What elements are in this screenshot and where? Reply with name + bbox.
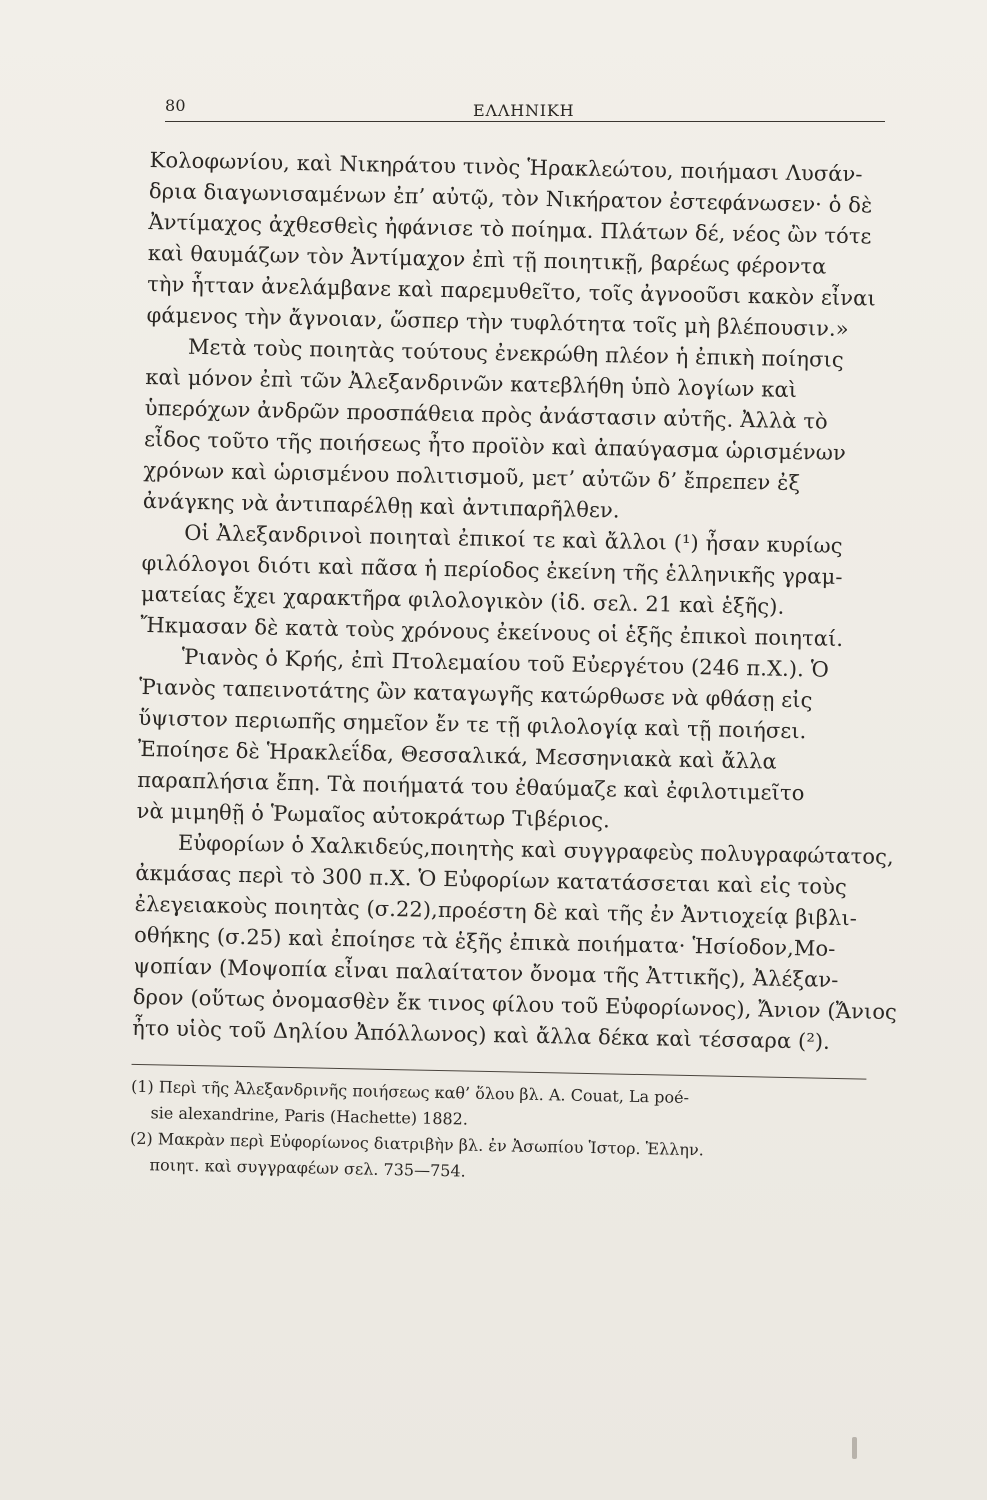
body-line: καὶ μόνον ἐπὶ τῶν Ἀλεξανδρινῶν κατεβλήθη ὑπὸ λογίων καὶ [145, 364, 798, 403]
body-line: Οἱ Ἀλεξανδρινοὶ ποιηταὶ ἐπικοί τε καὶ ἄλλοι (¹) ἦσαν κυρίως [183, 520, 843, 558]
body-line: Ἀντίμαχος ἀχθεσθεὶς ἠφάνισε τὸ ποίημα. Πλάτων δέ, νέος ὢν τότε [148, 209, 872, 249]
body-line: Μετὰ τοὺς ποιητὰς τούτους ἐνεκρώθη πλέον ἡ ἐπικὴ ποίησις [187, 334, 845, 372]
footnotes [129, 1064, 866, 1193]
body-line: ματείας ἔχει χαρακτῆρα φιλολογικὸν (ἰδ. σελ. 21 καὶ ἑξῆς). [140, 581, 785, 619]
body-line: νὰ μιμηθῇ ὁ Ῥωμαῖος αὐτοκράτωρ Τιβέριος. [136, 798, 611, 833]
body-line: ἐλεγειακοὺς ποιητὰς (σ.22),προέστη δὲ καὶ τῆς ἐν Ἀντιοχείᾳ βιβλι- [134, 891, 858, 931]
body-line: Ἤκμασαν δὲ κατὰ τοὺς χρόνους ἐκείνους οἱ ἑξῆς ἐπικοὶ ποιηταί. [140, 612, 844, 652]
body-line: Εὐφορίων ὁ Χαλκιδεύς,ποιητὴς καὶ συγγραφεὺς πολυγραφώτατος, [177, 830, 894, 870]
footnote-line: sie alexandrine, Paris (Hachette) 1882. [150, 1103, 469, 1129]
body-line: Κολοφωνίου, καὶ Νικηράτου τινὸς Ἡρακλεώτου, ποιήμασι Λυσάν- [149, 147, 863, 187]
running-title: ΕΛΛΗΝΙΚΗ [473, 101, 575, 120]
footnote-line: ποιητ. καὶ συγγραφέων σελ. 735—754. [149, 1155, 466, 1181]
body-line: ἀνάγκης νὰ ἀντιπαρέλθῃ καὶ ἀντιπαρῆλθεν. [142, 488, 620, 523]
body-line: φιλόλογοι διότι καὶ πᾶσα ἡ περίοδος ἐκείνη τῆς ἑλληνικῆς γραμ- [141, 550, 843, 589]
body-line: χρόνων καὶ ὡρισμένου πολιτισμοῦ, μετ’ αὐτῶν δ’ ἔπρεπεν ἐξ [143, 457, 801, 496]
body-line: Ἐποίησε δὲ Ἡρακλεΐδα, Θεσσαλικά, Μεσσηνιακὰ καὶ ἄλλα [137, 736, 778, 774]
scan-mark [852, 1437, 857, 1459]
body-line: ἀκμάσας περὶ τὸ 300 π.Χ. Ὁ Εὐφορίων κατατάσσεται καὶ εἰς τοὺς [135, 860, 848, 900]
footnote-line: (2) Μακρὰν περὶ Εὐφορίωνος διατριβὴν βλ. ἐν Ἀσωπίου Ἱστορ. Ἑλλην. [129, 1128, 704, 1160]
footnote-line: (1) Περὶ τῆς Ἀλεξανδρινῆς ποιήσεως καθ’ ὅλου βλ. A. Couat, La poé- [130, 1076, 690, 1108]
body-line: παραπλήσια ἔπη. Τὰ ποιήματά του ἐθαύμαζε καὶ ἐφιλοτιμεῖτο [137, 767, 805, 806]
page-number: 80 [165, 96, 186, 115]
body-line: ψοπίαν (Μοψοπία εἶναι παλαίτατον ὄνομα τῆς Ἀττικῆς), Ἀλέξαν- [133, 953, 839, 992]
header-rule [165, 121, 885, 122]
body-line: τὴν ἧτταν ἀνελάμβανε καὶ παρεμυθεῖτο, τοῖς ἀγνοοῦσι κακὸν εἶναι [146, 271, 877, 311]
body-line: οθήκης (σ.25) καὶ ἐποίησε τὰ ἑξῆς ἐπικὰ ποιήματα· Ἡσίοδον,Μο- [133, 922, 836, 961]
body-line: ὕψιστον περιωπῆς σημεῖον ἔν τε τῇ φιλολογίᾳ καὶ τῇ ποιήσει. [138, 705, 807, 744]
body-line: Ῥιανὸς ὁ Κρής, ἐπὶ Πτολεμαίου τοῦ Εὐεργέτου (246 π.Χ.). Ὁ [181, 644, 830, 682]
body-line: εἶδος τοῦτο τῆς ποιήσεως ἦτο προϊὸν καὶ ἀπαύγασμα ὡρισμένων [143, 426, 847, 466]
body-line: Ῥιανὸς ταπεινοτάτης ὢν καταγωγῆς κατώρθωσε νὰ φθάσῃ εἰς [138, 674, 813, 713]
main-text-block [129, 145, 898, 1193]
body-line: φάμενος τὴν ἄγνοιαν, ὥσπερ τὴν τυφλότητα τοῖς μὴ βλέπουσιν.» [146, 302, 850, 342]
page-header [165, 96, 885, 128]
body-line: καὶ θαυμάζων τὸν Ἀντίμαχον ἐπὶ τῇ ποιητικῇ, βαρέως φέροντα [147, 240, 827, 279]
body-line: ὑπερόχων ἀνδρῶν προσπάθεια πρὸς ἀνάστασιν αὐτῆς. Ἀλλὰ τὸ [144, 395, 829, 434]
body-line: δρον (οὕτως ὀνομασθὲν ἔκ τινος φίλου τοῦ Εὐφορίωνος), Ἄνιον (Ἄνιος [132, 984, 898, 1025]
body-line: ἦτο υἱὸς τοῦ Δηλίου Ἀπόλλωνος) καὶ ἄλλα δέκα καὶ τέσσαρα (²). [132, 1015, 831, 1054]
body-line: δρια διαγωνισαμένων ἐπ’ αὐτῷ, τὸν Νικήρατον ἐστεφάνωσεν· ὁ δὲ [148, 178, 873, 218]
